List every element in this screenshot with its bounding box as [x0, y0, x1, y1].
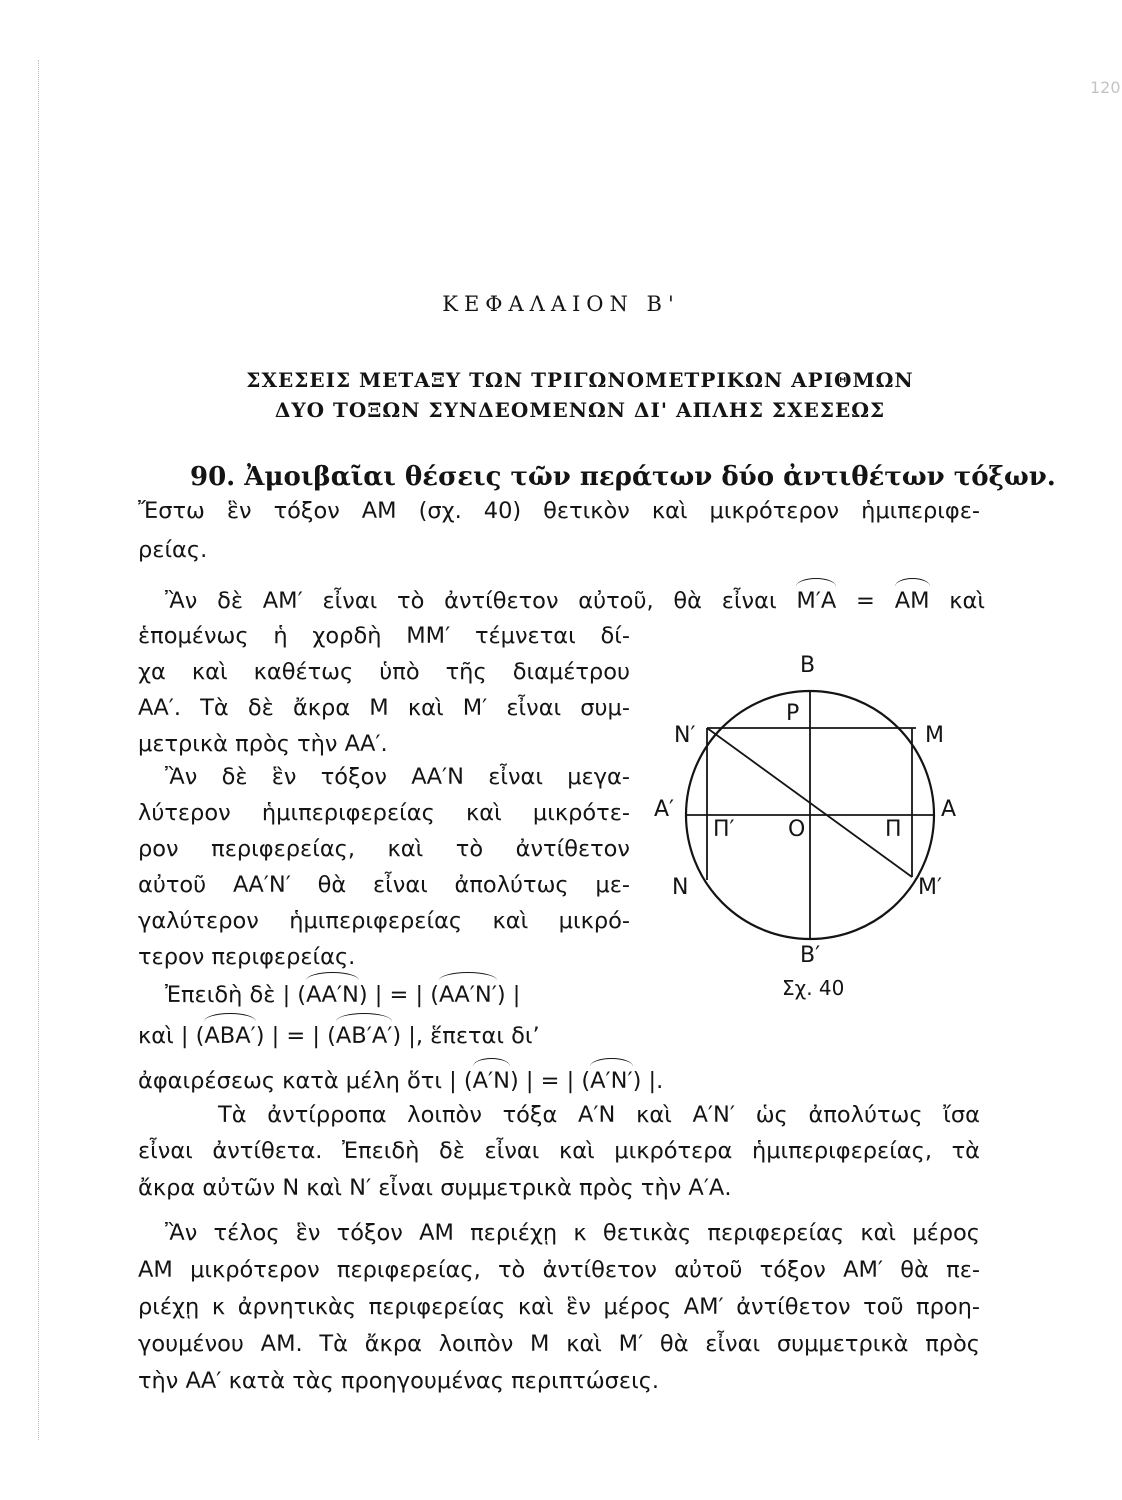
equation-1: Ἐπειδὴ δὲ | (ΑΑ′Ν) | = | (ΑΑ′Ν′) | [165, 982, 521, 1008]
label-B: B [800, 653, 816, 678]
para2-line-2: χα καὶ καθέτως ὑπὸ τῆς διαμέτρου [138, 659, 630, 685]
title-line-1: ΣΧΕΣΕΙΣ ΜΕΤΑΞΥ ΤΩΝ ΤΡΙΓΩΝΟΜΕΤΡΙΚΩΝ ΑΡΙΘΜΩΝ [246, 368, 914, 392]
section-title: Ἀμοιβαῖαι θέσεις τῶν περάτων δύο ἀντιθέτων τόξων. [244, 462, 1056, 492]
para3-line-3: ρον περιφερείας, καὶ τὸ ἀντίθετον [138, 836, 630, 862]
label-Pi-prime: Π′ [713, 817, 735, 842]
section-number: 90. [190, 462, 236, 492]
para3-line-6: τερον περιφερείας. [138, 944, 356, 970]
para3-line-1: Ἂν δὲ ἓν τόξον ΑΑ′Ν εἶναι μεγα- [165, 764, 630, 790]
para6-line-1: Ἂν τέλος ἓν τόξον ΑΜ περιέχῃ κ θετικὰς περιφερείας καὶ μέρος [165, 1220, 980, 1246]
para6-line-4: γουμένου ΑΜ. Τὰ ἄκρα λοιπὸν Μ καὶ Μ′ θὰ εἶναι συμμετρικὰ πρὸς [138, 1331, 980, 1357]
arc-AA-prime-N-prime: ΑΑ′Ν′ [439, 982, 497, 1008]
para2-first-line: Ἂν δὲ ΑΜ′ εἶναι τὸ ἀντίθετον αὐτοῦ, θὰ εἶναι Μ′Α = ΑΜ καὶ [165, 588, 985, 614]
intro-line-1: Ἔστω ἓν τόξον ΑΜ (σχ. 40) θετικὸν καὶ μικρότερον ἡμιπεριφε- [138, 498, 980, 524]
label-P: P [786, 701, 800, 726]
intro-line-2: ρείας. [138, 537, 208, 563]
para3-line-5: γαλύτερον ἡμιπεριφερείας καὶ μικρό- [138, 908, 630, 934]
equation-3: ἀφαιρέσεως κατὰ μέλη ὅτι | (Α′Ν) | = | (Α′Ν′) |. [138, 1068, 664, 1094]
para5-line-1: Τὰ ἀντίρροπα λοιπὸν τόξα Α′Ν καὶ Α′Ν′ ὡς ἀπολύτως ἴσα [218, 1102, 980, 1128]
para2-line-4: μετρικὰ πρὸς τὴν ΑΑ′. [138, 731, 388, 757]
label-M: M [925, 723, 944, 748]
arc-A-prime-N: Α′Ν [472, 1068, 510, 1094]
title-line-2: ΔΥΟ ΤΟΞΩΝ ΣΥΝΔΕΟΜΕΝΩΝ ΔΙ' ΑΠΛΗΣ ΣΧΕΣΕΩΣ [274, 398, 886, 422]
figure-circle-diagram [640, 640, 970, 970]
arc-A-prime-N-prime: Α′Ν′ [590, 1068, 633, 1094]
label-O: O [788, 817, 806, 842]
para2-line-3: ΑΑ′. Τὰ δὲ ἄκρα Μ καὶ Μ′ εἶναι συμ- [138, 695, 630, 721]
para3-line-4: αὐτοῦ ΑΑ′Ν′ θὰ εἶναι ἀπολύτως με- [138, 872, 630, 898]
arc-M-prime-A: Μ′Α [796, 588, 837, 614]
label-N-prime: N′ [674, 723, 696, 748]
para5-line-3: ἄκρα αὐτῶν Ν καὶ Ν′ εἶναι συμμετρικὰ πρὸς τὴν Α′Α. [138, 1175, 732, 1201]
para3-line-2: λύτερον ἡμιπεριφερείας καὶ μικρότε- [138, 800, 630, 826]
para6-line-2: ΑΜ μικρότερον περιφερείας, τὸ ἀντίθετον αὐτοῦ τόξον ΑΜ′ θὰ πε- [138, 1257, 980, 1283]
arc-AM: ΑΜ [894, 588, 930, 614]
arc-ABA-prime: ΑΒΑ′ [204, 1023, 256, 1049]
label-A: A [941, 797, 957, 822]
chapter-label: ΚΕΦΑΛΑΙΟΝ Β' [442, 292, 680, 316]
figure-caption: Σχ. 40 [782, 976, 845, 1000]
label-B-prime: B′ [800, 943, 821, 968]
para2-line-1: ἑπομένως ἡ χορδὴ ΜΜ′ τέμνεται δί- [138, 623, 630, 649]
label-N: N [672, 875, 689, 900]
para6-line-5: τὴν ΑΑ′ κατὰ τὰς προηγουμένας περιπτώσεις. [138, 1368, 660, 1394]
para6-line-3: ριέχῃ κ ἀρνητικὰς περιφερείας καὶ ἓν μέρος ΑΜ′ ἀντίθετον τοῦ προη- [138, 1294, 980, 1320]
label-Pi: Π [885, 817, 902, 842]
page-number: 120 [1090, 78, 1121, 97]
section-heading [190, 462, 1056, 492]
arc-AB-prime-A-prime: ΑΒ′Α′ [335, 1023, 393, 1049]
equation-2: καὶ | (ΑΒΑ′) | = | (ΑΒ′Α′) |, ἕπεται δι’ [138, 1023, 540, 1049]
margin-dotted-line [38, 60, 39, 1440]
label-A-prime: A′ [654, 797, 675, 822]
arc-AA-prime-N: ΑΑ′Ν [306, 982, 359, 1008]
para5-line-2: εἶναι ἀντίθετα. Ἐπειδὴ δὲ εἶναι καὶ μικρότερα ἡμιπεριφερείας, τὰ [138, 1138, 980, 1164]
label-M-prime: M′ [918, 875, 942, 900]
